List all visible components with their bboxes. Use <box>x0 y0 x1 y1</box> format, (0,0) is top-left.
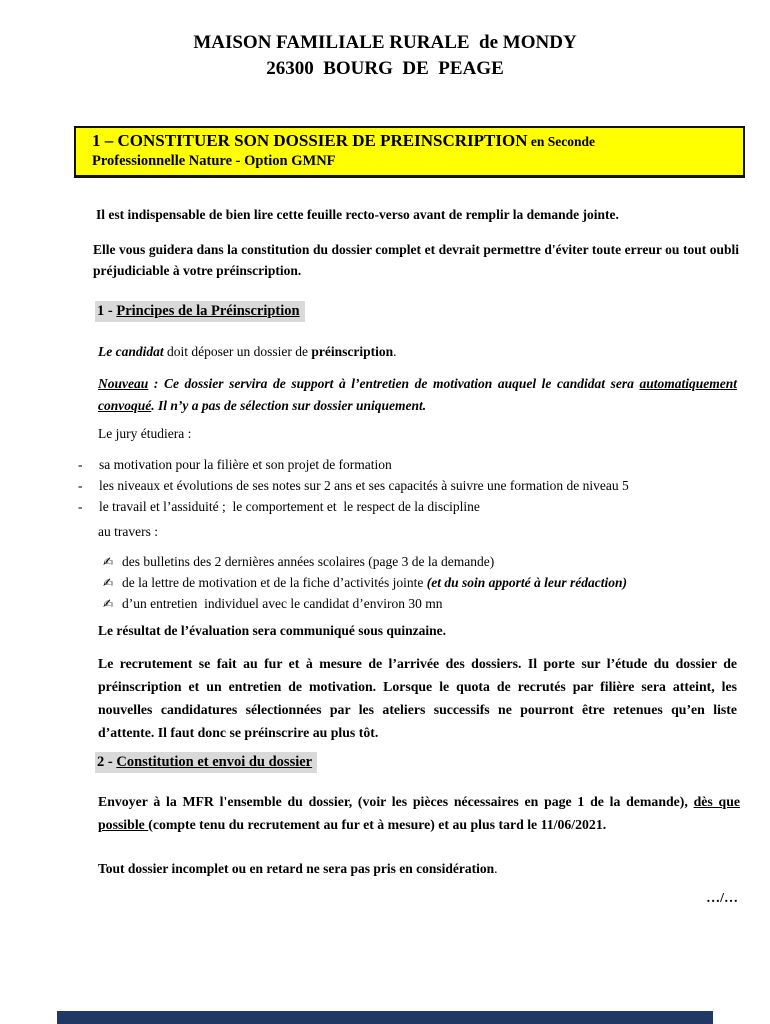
nouveau-text-1: : Ce dossier servira de support à l’entretien de motivation auquel le candidat sera <box>148 376 640 391</box>
dash-bullet-icon: - <box>78 478 83 493</box>
result-paragraph: Le résultat de l’évaluation sera communiqué sous quinzaine. <box>98 623 447 638</box>
recruitment-paragraph: Le recrutement se fait au fur et à mesure de l’arrivée des dossiers. Il porte sur l’étude du dossier de préinscription et un entretien de motivation. Lorsque le quota de recrutés par filière sera atteint, les nouvelles candidatures sélectionnées par les ateliers successifs ne pourront être retenues qu’en liste d’attente. Il faut donc se préinscrire au plus tôt. <box>98 656 737 740</box>
list-item <box>103 593 753 614</box>
list-item-text: le travail et l’assiduité ; le comportement et le respect de la discipline <box>99 499 480 514</box>
list-item-text <box>122 572 627 593</box>
list-item-text: d’un entretien individuel avec le candidat d’environ 30 mn <box>122 596 443 611</box>
section-banner <box>74 126 745 178</box>
list-item <box>78 496 762 517</box>
section2-heading-label: Constitution et envoi du dossier <box>116 754 313 770</box>
section1-heading-number: 1 - <box>97 303 117 319</box>
document-title-line2: 26300 BOURG DE PEAGE <box>266 58 504 79</box>
send-instructions-paragraph <box>98 790 740 836</box>
banner-line1 <box>92 130 733 152</box>
candidate-paragraph <box>98 341 738 362</box>
continuation-mark: …/… <box>706 891 738 906</box>
footer-bar <box>57 1011 713 1024</box>
warning-paragraph <box>98 858 743 879</box>
list-item-text: les niveaux et évolutions de ses notes sur 2 ans et ses capacités à suivre une formation de niveau 5 <box>99 478 629 493</box>
au-travers-label: au travers : <box>98 524 158 539</box>
writing-hand-icon: ✍ <box>103 554 114 569</box>
list-item-text: des bulletins des 2 dernières années scolaires (page 3 de la demande) <box>122 554 495 569</box>
candidate-lead: Le candidat <box>98 344 164 359</box>
banner-title-suffix: en Seconde <box>527 134 595 149</box>
jury-intro: Le jury étudiera : <box>98 426 192 441</box>
list-item <box>103 551 753 572</box>
section2-heading-number: 2 - <box>97 754 117 770</box>
criteria-list <box>78 454 762 517</box>
dash-bullet-icon: - <box>78 457 83 472</box>
dash-bullet-icon: - <box>78 499 83 514</box>
list-item-text-regular: de la lettre de motivation et de la fiche d’activités jointe <box>122 575 427 590</box>
documents-list <box>103 551 753 614</box>
send-text-2: (compte tenu du recrutement au fur et à mesure) et au plus tard le 11/06/2021. <box>148 817 607 832</box>
writing-hand-icon: ✍ <box>103 596 114 611</box>
list-item <box>103 572 753 593</box>
banner-title-main: 1 – CONSTITUER SON DOSSIER DE PREINSCRIPTION <box>92 131 528 150</box>
candidate-mid: doit déposer un dossier de <box>163 344 312 359</box>
document-title-line1: MAISON FAMILIALE RURALE de MONDY <box>193 32 577 53</box>
candidate-end: . <box>393 344 397 359</box>
nouveau-underlined-2: automatiquement convoqué <box>98 376 737 413</box>
send-text-1: Envoyer à la MFR l'ensemble du dossier, (voir les pièces nécessaires en page 1 de la demande), <box>98 794 694 809</box>
nouveau-text-2: . Il n’y a pas de sélection sur dossier uniquement. <box>151 398 427 413</box>
candidate-strong: préinscription <box>311 344 394 359</box>
banner-line2: Professionnelle Nature - Option GMNF <box>92 153 336 169</box>
intro-paragraph-2: Elle vous guidera dans la constitution du dossier complet et devrait permettre d'éviter toute erreur ou tout oubli préjudiciable à votre préinscription. <box>93 242 739 278</box>
list-item <box>78 454 762 475</box>
section2-heading <box>95 752 317 773</box>
list-item-text-emphasis: (et du soin apporté à leur rédaction) <box>426 575 628 590</box>
warning-period: . <box>494 861 498 876</box>
list-item <box>78 475 762 496</box>
section1-heading-label: Principes de la Préinscription <box>116 303 300 319</box>
nouveau-paragraph <box>98 373 737 417</box>
list-item-text: sa motivation pour la filière et son projet de formation <box>99 457 392 472</box>
nouveau-label: Nouveau <box>98 376 149 391</box>
intro-paragraph-1: Il est indispensable de bien lire cette feuille recto-verso avant de remplir la demande jointe. <box>96 207 619 222</box>
writing-hand-icon: ✍ <box>103 575 114 590</box>
warning-text: Tout dossier incomplet ou en retard ne sera pas pris en considération <box>98 861 495 876</box>
section1-heading <box>95 301 305 322</box>
send-underlined: dès que possible <box>98 794 740 832</box>
